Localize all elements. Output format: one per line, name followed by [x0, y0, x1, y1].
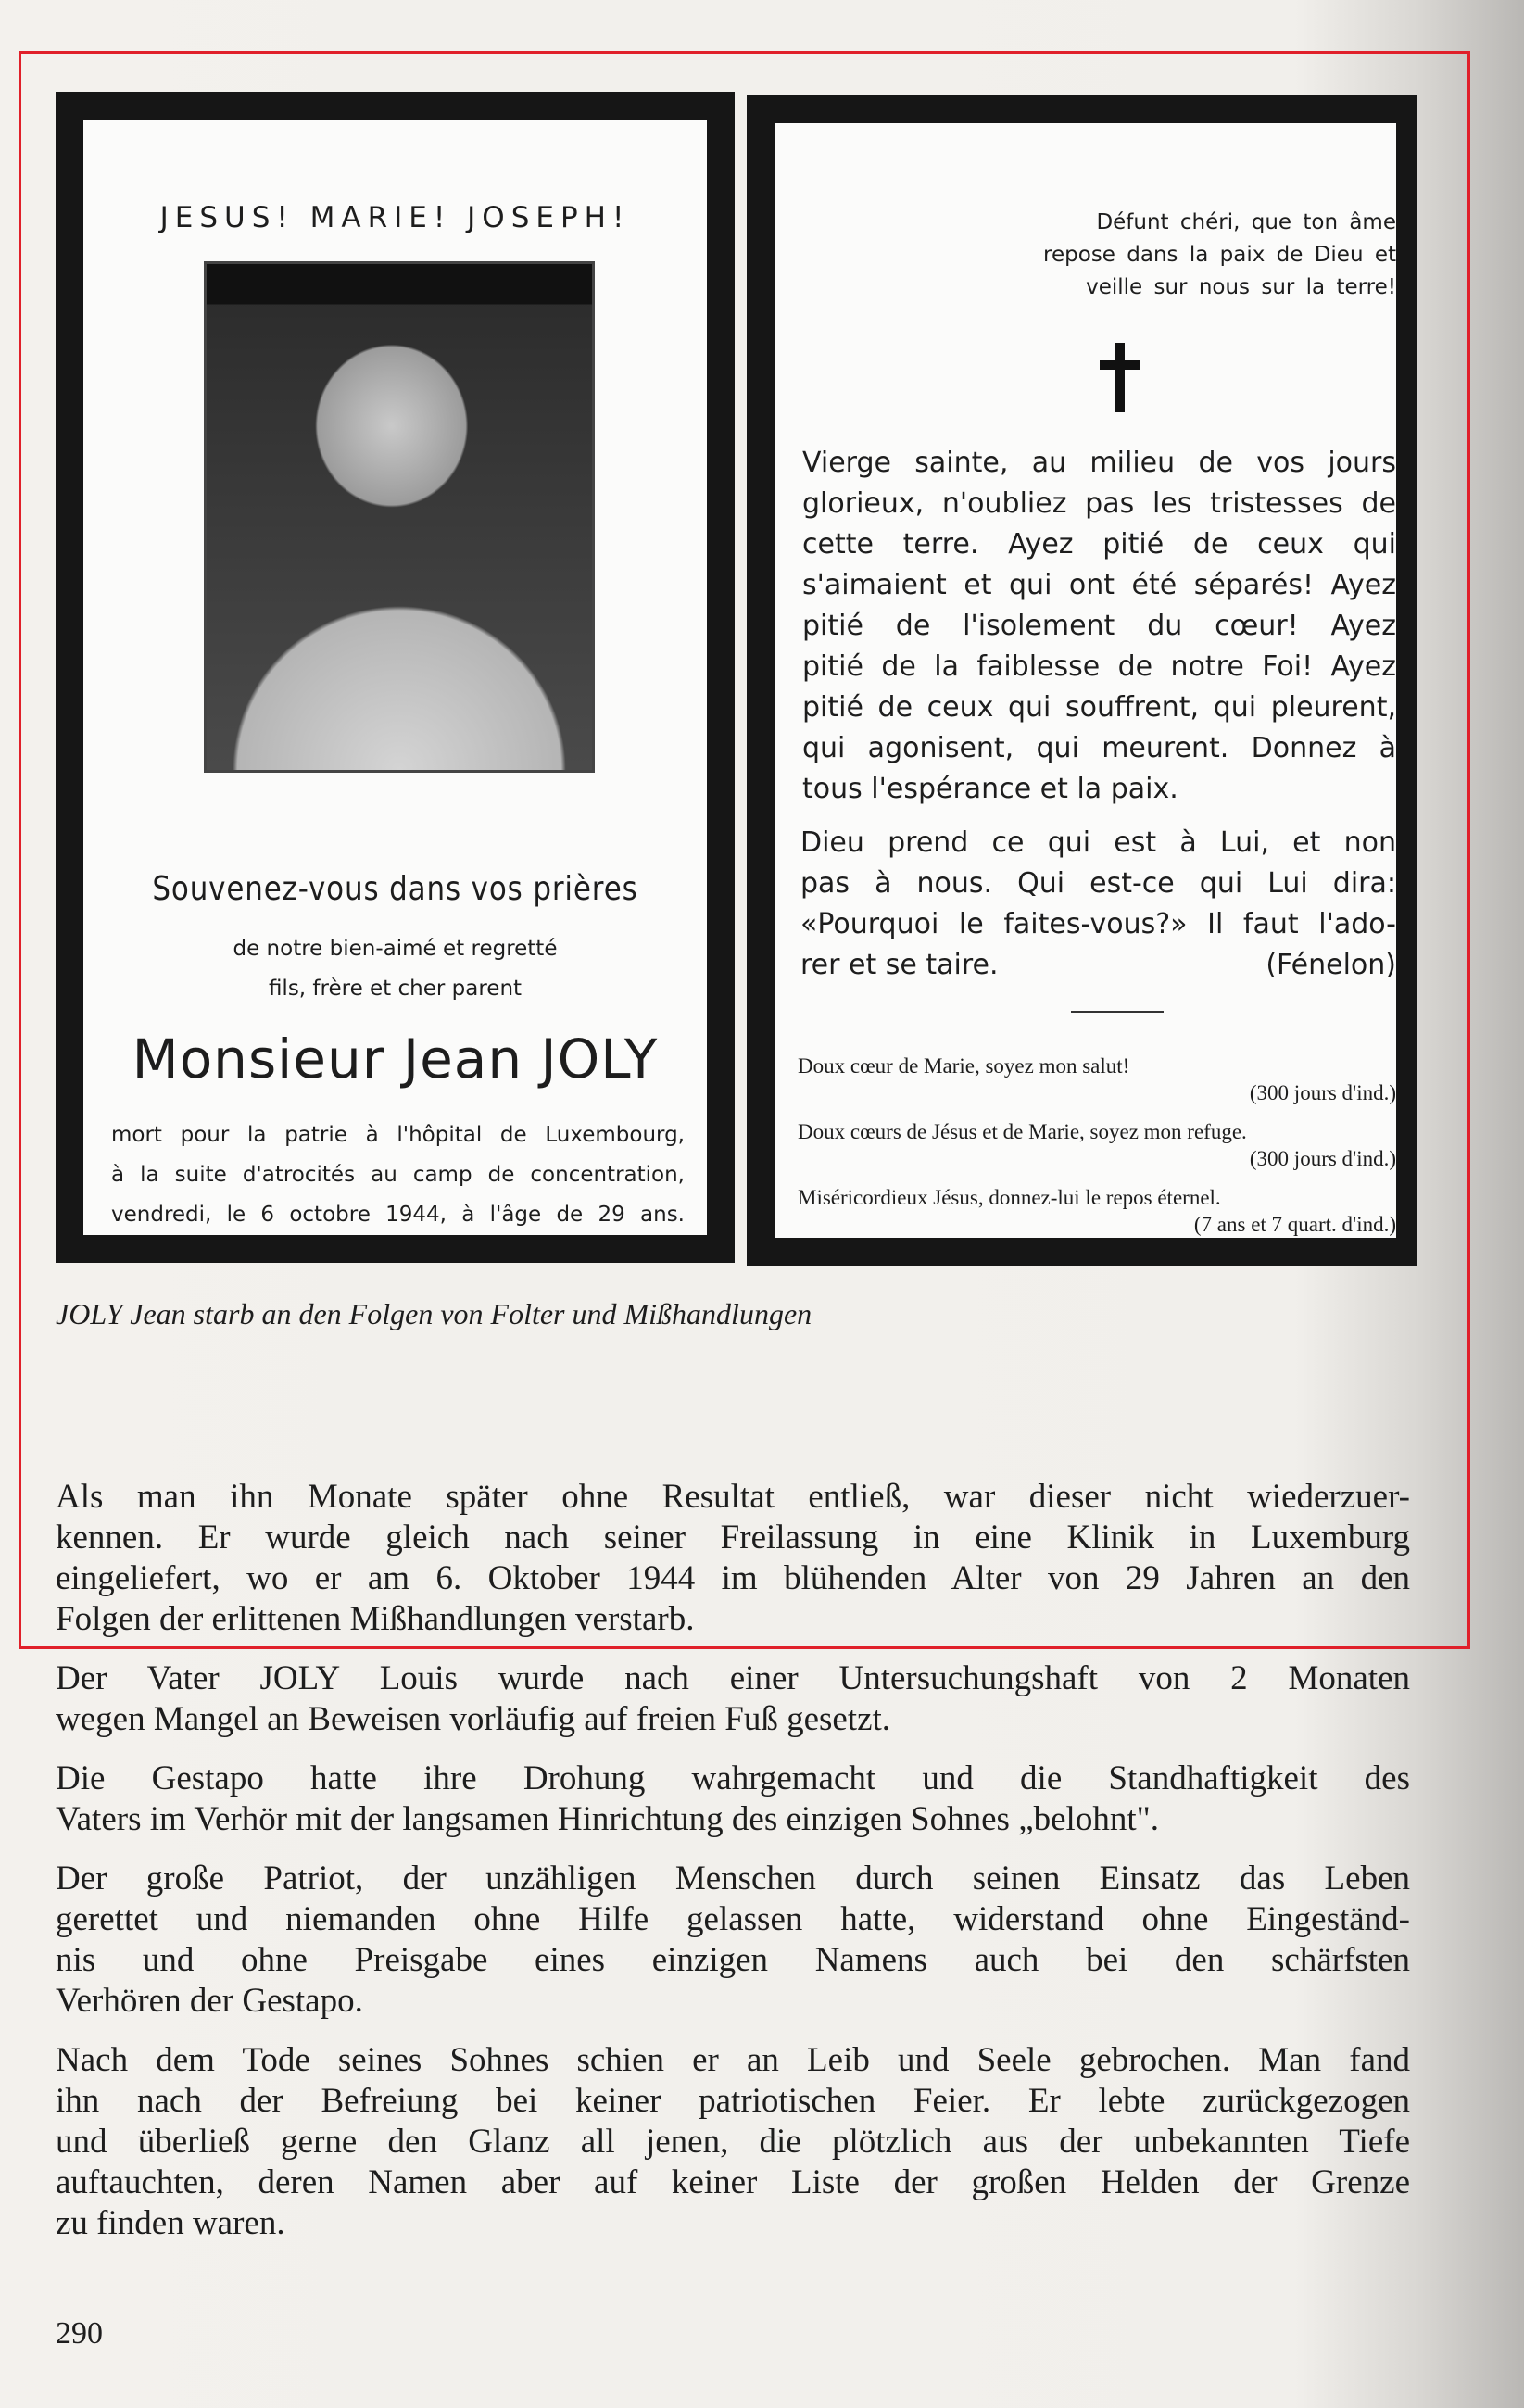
- paragraph-line: eingeliefert, wo er am 6. Oktober 1944 im blühenden Alter von 29 Jahren an den: [56, 1559, 1410, 1597]
- photo-caption: JOLY Jean starb an den Folgen von Folter und Mißhandlungen: [56, 1297, 812, 1330]
- cross-icon: [1115, 343, 1125, 412]
- article-body: [56, 1477, 1410, 2263]
- paragraph: [56, 1759, 1410, 1840]
- page-number: 290: [56, 2316, 103, 2351]
- death-details: [111, 1116, 685, 1235]
- prayer-line: pitié de ceux qui souffrent, qui pleurent,: [802, 691, 1396, 724]
- paragraph-line: Nach dem Tode seines Sohnes schien er an Leib und Seele gebrochen. Man fand: [56, 2041, 1410, 2079]
- paragraph-line: Als man ihn Monate später ohne Resultat entließ, war dieser nicht wiederzuer-: [56, 1478, 1410, 1516]
- paragraph-line: Verhören der Gestapo.: [56, 1982, 363, 2020]
- prayer-line: Vierge sainte, au milieu de vos jours: [802, 447, 1396, 479]
- paragraph: [56, 1859, 1410, 2022]
- prayer-line: rer et se taire.: [800, 949, 999, 981]
- indulgence-text: Doux cœurs de Jésus et de Marie, soyez mon refuge.: [798, 1120, 1247, 1143]
- prayer-line: glorieux, n'oubliez pas les tristesses de: [802, 487, 1396, 520]
- intro-line: Défunt chéri, que ton âme: [1096, 210, 1396, 234]
- paragraph-line: Vaters im Verhör mit der langsamen Hinrichtung des einzigen Sohnes „belohnt".: [56, 1800, 1159, 1838]
- paragraph: [56, 1658, 1410, 1740]
- prayer-line: pitié de l'isolement du cœur! Ayez: [802, 610, 1396, 642]
- card-subtitle-1: de notre bien-aimé et regretté: [233, 937, 558, 961]
- prayer-author: (Fénelon): [1266, 949, 1396, 981]
- paragraph: [56, 2040, 1410, 2244]
- prayer-line: cette terre. Ayez pitié de ceux qui: [802, 528, 1396, 561]
- paragraph-line: kennen. Er wurde gleich nach seiner Freilassung in eine Klinik in Luxemburg: [56, 1519, 1410, 1557]
- paragraph-line: Der große Patriot, der unzähligen Menschen durch seinen Einsatz das Leben: [56, 1860, 1410, 1897]
- remember-heading: Souvenez-vous dans vos prières: [152, 870, 638, 908]
- prayer-line: pas à nous. Qui est-ce qui Lui dira:: [800, 867, 1396, 900]
- indulgence-note: (300 jours d'ind.): [1249, 1081, 1396, 1104]
- memorial-card-front: [56, 92, 735, 1263]
- memorial-card-back: [747, 95, 1417, 1266]
- paragraph-line: auftauchten, deren Namen aber auf keiner Liste der großen Helden der Grenze: [56, 2163, 1410, 2201]
- indulgence-list: [798, 1053, 1396, 1250]
- detail-line: à la suite d'atrocités au camp de concentration,: [111, 1163, 685, 1187]
- paragraph: [56, 1477, 1410, 1640]
- paragraph-line: nis und ohne Preisgabe eines einzigen Namens auch bei den schärfsten: [56, 1941, 1410, 1979]
- prayer-line: qui agonisent, qui meurent. Donnez à: [802, 732, 1396, 764]
- cross-icon-bar: [1100, 360, 1140, 370]
- prayer-line: tous l'espérance et la paix.: [802, 773, 1178, 805]
- paragraph-line: Folgen der erlittenen Mißhandlungen verstarb.: [56, 1600, 695, 1638]
- prayer-vierge: [802, 443, 1396, 810]
- indulgence-note: (7 ans et 7 quart. d'ind.): [1193, 1213, 1396, 1236]
- intro-line: repose dans la paix de Dieu et: [1043, 243, 1396, 267]
- portrait-photo: [204, 261, 595, 773]
- paragraph-line: Die Gestapo hatte ihre Drohung wahrgemacht und die Standhaftigkeit des: [56, 1759, 1410, 1797]
- indulgence-text: Miséricordieux Jésus, donnez-lui le repos éternel.: [798, 1186, 1221, 1209]
- indulgence-note: (300 jours d'ind.): [1249, 1147, 1396, 1170]
- divider: [1071, 1011, 1164, 1013]
- prayer-line: pitié de la faiblesse de notre Foi! Ayez: [802, 650, 1396, 683]
- deceased-name: Monsieur Jean JOLY: [132, 1027, 659, 1091]
- paragraph-line: wegen Mangel an Beweisen vorläufig auf freien Fuß gesetzt.: [56, 1700, 891, 1738]
- prayer-line: s'aimaient et qui ont été séparés! Ayez: [802, 569, 1396, 601]
- detail-line: vendredi, le 6 octobre 1944, à l'âge de 29 ans.: [111, 1203, 685, 1227]
- detail-line: mort pour la patrie à l'hôpital de Luxembourg,: [111, 1123, 685, 1147]
- indulgence-text: Doux cœur de Marie, soyez mon salut!: [798, 1054, 1130, 1078]
- paragraph-line: zu finden waren.: [56, 2204, 285, 2242]
- card-subtitle-2: fils, frère et cher parent: [268, 977, 523, 1001]
- intro-line: veille sur nous sur la terre!: [1086, 275, 1396, 299]
- intro-verse: [961, 207, 1396, 304]
- prayer-line: «Pourquoi le faites-vous?» Il faut l'ado-: [800, 908, 1396, 940]
- paragraph-line: Der Vater JOLY Louis wurde nach einer Untersuchungshaft von 2 Monaten: [56, 1659, 1410, 1697]
- paragraph-line: und überließ gerne den Glanz all jenen, die plötzlich aus der unbekannten Tiefe: [56, 2123, 1410, 2161]
- card-header: JESUS! MARIE! JOSEPH!: [159, 201, 631, 234]
- prayer-line: Dieu prend ce qui est à Lui, et non: [800, 826, 1396, 859]
- paragraph-line: gerettet und niemanden ohne Hilfe gelassen hatte, widerstand ohne Eingeständ-: [56, 1900, 1410, 1938]
- paragraph-line: ihn nach der Befreiung bei keiner patriotischen Feier. Er lebte zurückgezogen: [56, 2082, 1410, 2120]
